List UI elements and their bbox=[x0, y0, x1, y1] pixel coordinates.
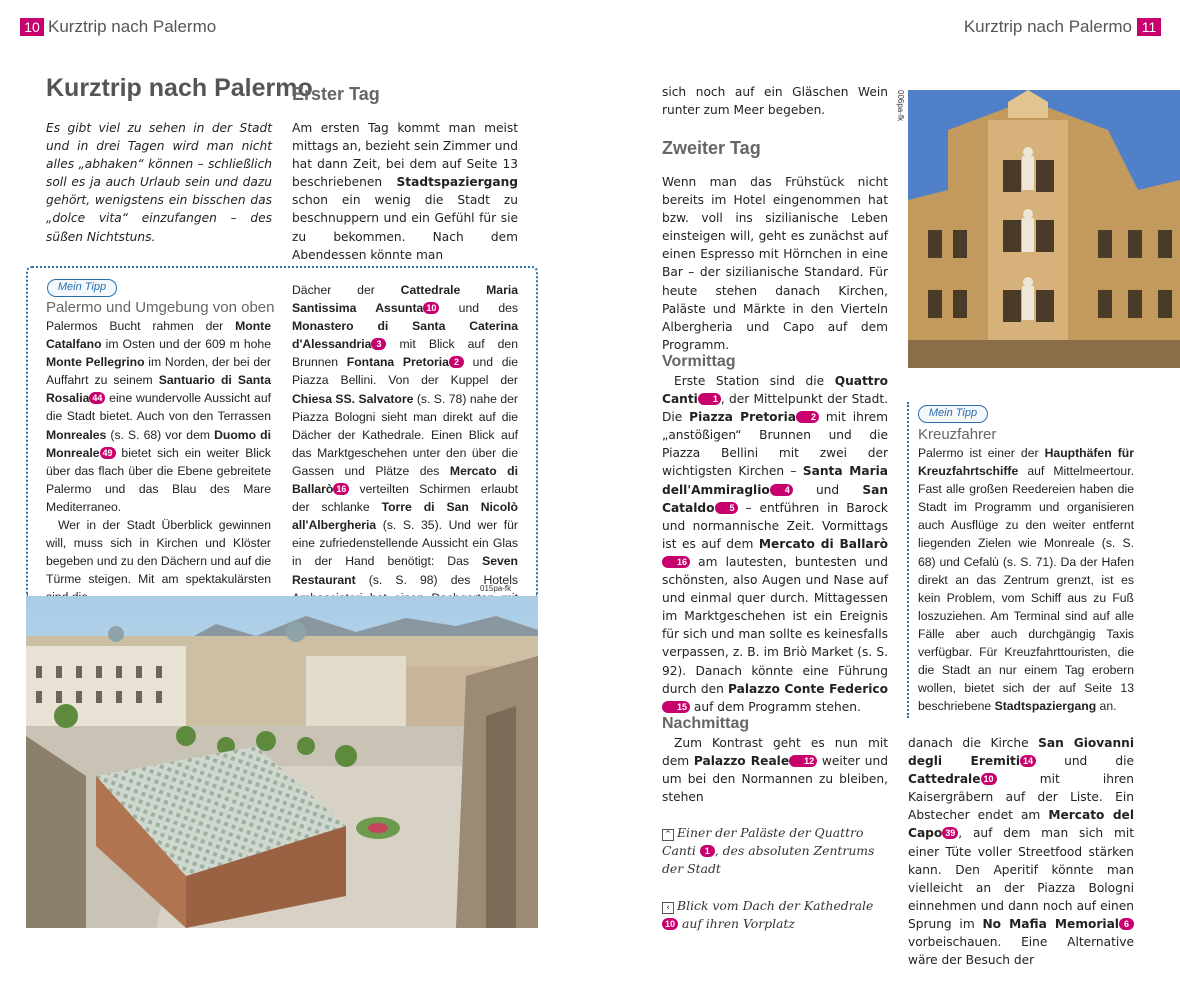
tipp-text-col1: Palermos Bucht rahmen der Monte Catalfano im Osten und der 609 m hohe Monte Pellegrino im Norden, der bei der Auffahrt zu seinem Santuario di Santa Rosalia 44 eine wundervolle Aussicht auf die Stadt bietet. Auch von den Terrassen Monreales (s. S. 68) vor dem Duomo di Monreale 49 bietet sich ein weiter Blick über das flach über die Ebene gebreitete Palermo und das Blau des Mare Mediterraneo. Wer in der Stadt Überblick gewinnen will, muss sich in Kirchen und Klöster begeben und zu den Dächern und auf die Türme steigen. Mit am spektakulärsten bbox=[46, 319, 272, 587]
cathedral-view-illustration bbox=[26, 596, 538, 928]
tipp2-dotted-rule bbox=[907, 402, 909, 718]
page-title: Kurztrip nach Palermo bbox=[46, 74, 313, 102]
map-number-badge: 12 bbox=[789, 755, 817, 767]
map-number-badge: 4 bbox=[770, 484, 793, 496]
caption-quattro-canti: ⌃ Einer der Paläste der Quattro Canti 1 , des absoluten Zentrums der Stadt bbox=[662, 825, 875, 876]
photo-cathedral-roof-view bbox=[26, 596, 538, 928]
page-number-right: 11 bbox=[1137, 18, 1161, 36]
map-number-badge: 2 bbox=[796, 411, 819, 423]
map-number-badge: 5 bbox=[715, 502, 738, 514]
map-number-badge: 1 bbox=[700, 845, 715, 857]
zweiter-tag-text: Wenn man das Frühstück nicht bereits im Hotel eingenommen hat bzw. voll ins sizilianische Leben einsteigen will, geht es zunächst auf einen Espresso mit Hörnchen in eine Bar – der sizilianische Standard. Für heute stehen danach Kirchen, Paläste und Märkte in den Vierteln Albergheria und Capo auf dem Programm. bbox=[662, 175, 888, 352]
map-number-badge: 49 bbox=[100, 447, 116, 459]
running-title-left: Kurztrip nach Palermo bbox=[48, 17, 217, 36]
running-title-right: Kurztrip nach Palermo bbox=[963, 17, 1132, 36]
page-number-left: 10 bbox=[20, 18, 44, 36]
heading-erster-tag: Erster Tag bbox=[292, 84, 380, 104]
vormittag-text: Erste Station sind die Quattro Canti 1 , der Mittelpunkt der Stadt. Die Piazza Pretoria 2 mit ihrem „anstößigen“ Brunnen und die Piazza Bellini mit zwei der wichtigsten Kirchen – Santa Maria dell'Ammiraglio 4 und San Cataldo 5 – entführen in Barock und normannische Zeit. Vormittags ist es auf dem Mercato di Ballarò16 am lautesten, buntesten und schönsten, also Augen und Nase auf und einmal quer durch. Mittagessen im Marktgeschehen ist ein Ereignis für sich und man sollte es keinesfalls verpassen, z. B. im Briò Market (s. S. 92). Danach könnte eine Führung durch den Palazzo Conte Federico15 auf dem Programm stehen. bbox=[662, 374, 888, 714]
map-number-badge: 10 bbox=[423, 302, 439, 314]
heading-vormittag: Vormittag bbox=[662, 353, 736, 370]
heading-zweiter-tag: Zweiter Tag bbox=[662, 138, 761, 158]
continued-text: sich noch auf ein Gläschen Wein runter zum Meer begeben. bbox=[662, 85, 888, 118]
nachmittag-text: Zum Kontrast geht es nun mit dem Palazzo Reale 12 weiter und um bei den Normannen zu bleiben, stehen bbox=[662, 736, 888, 805]
map-number-badge: 2 bbox=[449, 356, 464, 368]
nachmittag-text-col2: danach die Kirche San Giovanni degli Eremiti 14 und die Cattedrale 10 mit ihren Kaisergräbern auf der Liste. Ein Abstecher endet am Mercato del Capo 39 , auf dem man sich mit einer Tüte voller Streetfood stärken kann. Den Aperitif könnte man vielleicht an der Piazza Bologni einnehmen und dann noch auf einen Sprung im No Mafia Memorial 6 vorbeischauen. Eine Alternative wäre der Besuch der bbox=[908, 736, 1135, 968]
map-number-badge: 16 bbox=[333, 483, 349, 495]
intro-paragraph: Es gibt viel zu sehen in der Stadt und in drei Tagen wird man nicht alles „abhaken“ können – schließlich soll es ja auch Urlaub sein und dazu gehört, wenigstens ein bisschen das „dolce vita“ einzufangen – des süßen Nichtstuns. bbox=[46, 121, 272, 244]
map-number-badge: 15 bbox=[662, 701, 690, 713]
map-number-badge: 3 bbox=[371, 338, 386, 350]
tipp2-title: Kreuzfahrer bbox=[918, 426, 997, 443]
map-number-badge: 1 bbox=[698, 393, 721, 405]
tipp-title: Palermo und Umgebung von oben bbox=[46, 299, 275, 316]
map-number-badge: 14 bbox=[1020, 755, 1036, 767]
photo-credit-006: 006pa-fk bbox=[896, 90, 905, 122]
map-number-badge: 6 bbox=[1119, 918, 1134, 930]
map-number-badge: 10 bbox=[662, 918, 678, 930]
quattro-canti-illustration bbox=[908, 90, 1180, 368]
map-number-badge: 10 bbox=[981, 773, 997, 785]
mein-tipp-badge-2: Mein Tipp bbox=[918, 405, 988, 423]
photo-credit-015: 015pa-fk bbox=[480, 584, 512, 593]
caption-arrow-left-icon: ‹ bbox=[662, 902, 674, 914]
tipp-text-col2: Dächer der Cattedrale Maria Santissima Assunta 10 und des Monastero di Santa Caterina d'Alessandria 3 mit Blick auf den Brunnen Fontana Pretoria 2 und die Piazza Bellini. Von der Kuppel der Chiesa SS. Salvatore (s. S. 78) nahe der Piazza Bologni sieht man direkt auf die Dächer der Kathedrale. Einen Blick auf das Marktgeschehen unter den über die Gassen und Plätze des Mercato di Ballarò 16 verteilten Schirmen erlaubt der schlanke Torre di San Nicolò all'Albergheria (s. S. 35). Und wer für eine zufriedenstellende Aussicht ein Glas in der Hand benötigt: Das Seven Restaurant (s. S. 98) des Hotels bbox=[292, 283, 518, 587]
tipp2-text: Palermo ist einer der Haupthäfen für Kreuzfahrtschiffe auf Mittelmeertour. Fast alle großen Reedereien haben die Stadt im Programm und organisieren auch Ausflüge zu den weiter entfernt liegenden Zielen wie Monreale (s. S. 68) und Cefalù (s. S. 71). Da der Hafen direkt an das Zentrum grenzt, ist es kein Problem, vom Schiff aus zu Fuß loszuziehen. Am Terminal sind auf alle Fälle aber auch durchgängig Taxis verfügbar. Für Kreuzfahrttouristen, die die Stadt an nur einem Tag erobern wollen, bietet sich der auf Seite 13 beschriebene Stadtspaziergang an. bbox=[918, 446, 1134, 714]
heading-nachmittag: Nachmittag bbox=[662, 715, 750, 732]
caption-cathedral-view: ‹ Blick vom Dach der Kathedrale10 auf ihren Vorplatz bbox=[662, 897, 888, 933]
map-number-badge: 39 bbox=[942, 827, 958, 839]
map-number-badge: 16 bbox=[662, 556, 690, 568]
erster-tag-text: Am ersten Tag kommt man meist mittags an, bezieht sein Zimmer und hat dann Zeit, bei dem auf Seite 13 beschriebenen Stadtspaziergang schon ein wenig die Stadt zu beschnuppern und ein Gefühl für sie zu bekommen. Nach dem Abendessen könnte man bbox=[292, 121, 518, 262]
mein-tipp-badge: Mein Tipp bbox=[47, 279, 117, 297]
photo-quattro-canti bbox=[908, 90, 1180, 368]
caption-arrow-up-icon: ⌃ bbox=[662, 829, 674, 841]
map-number-badge: 44 bbox=[89, 392, 105, 404]
